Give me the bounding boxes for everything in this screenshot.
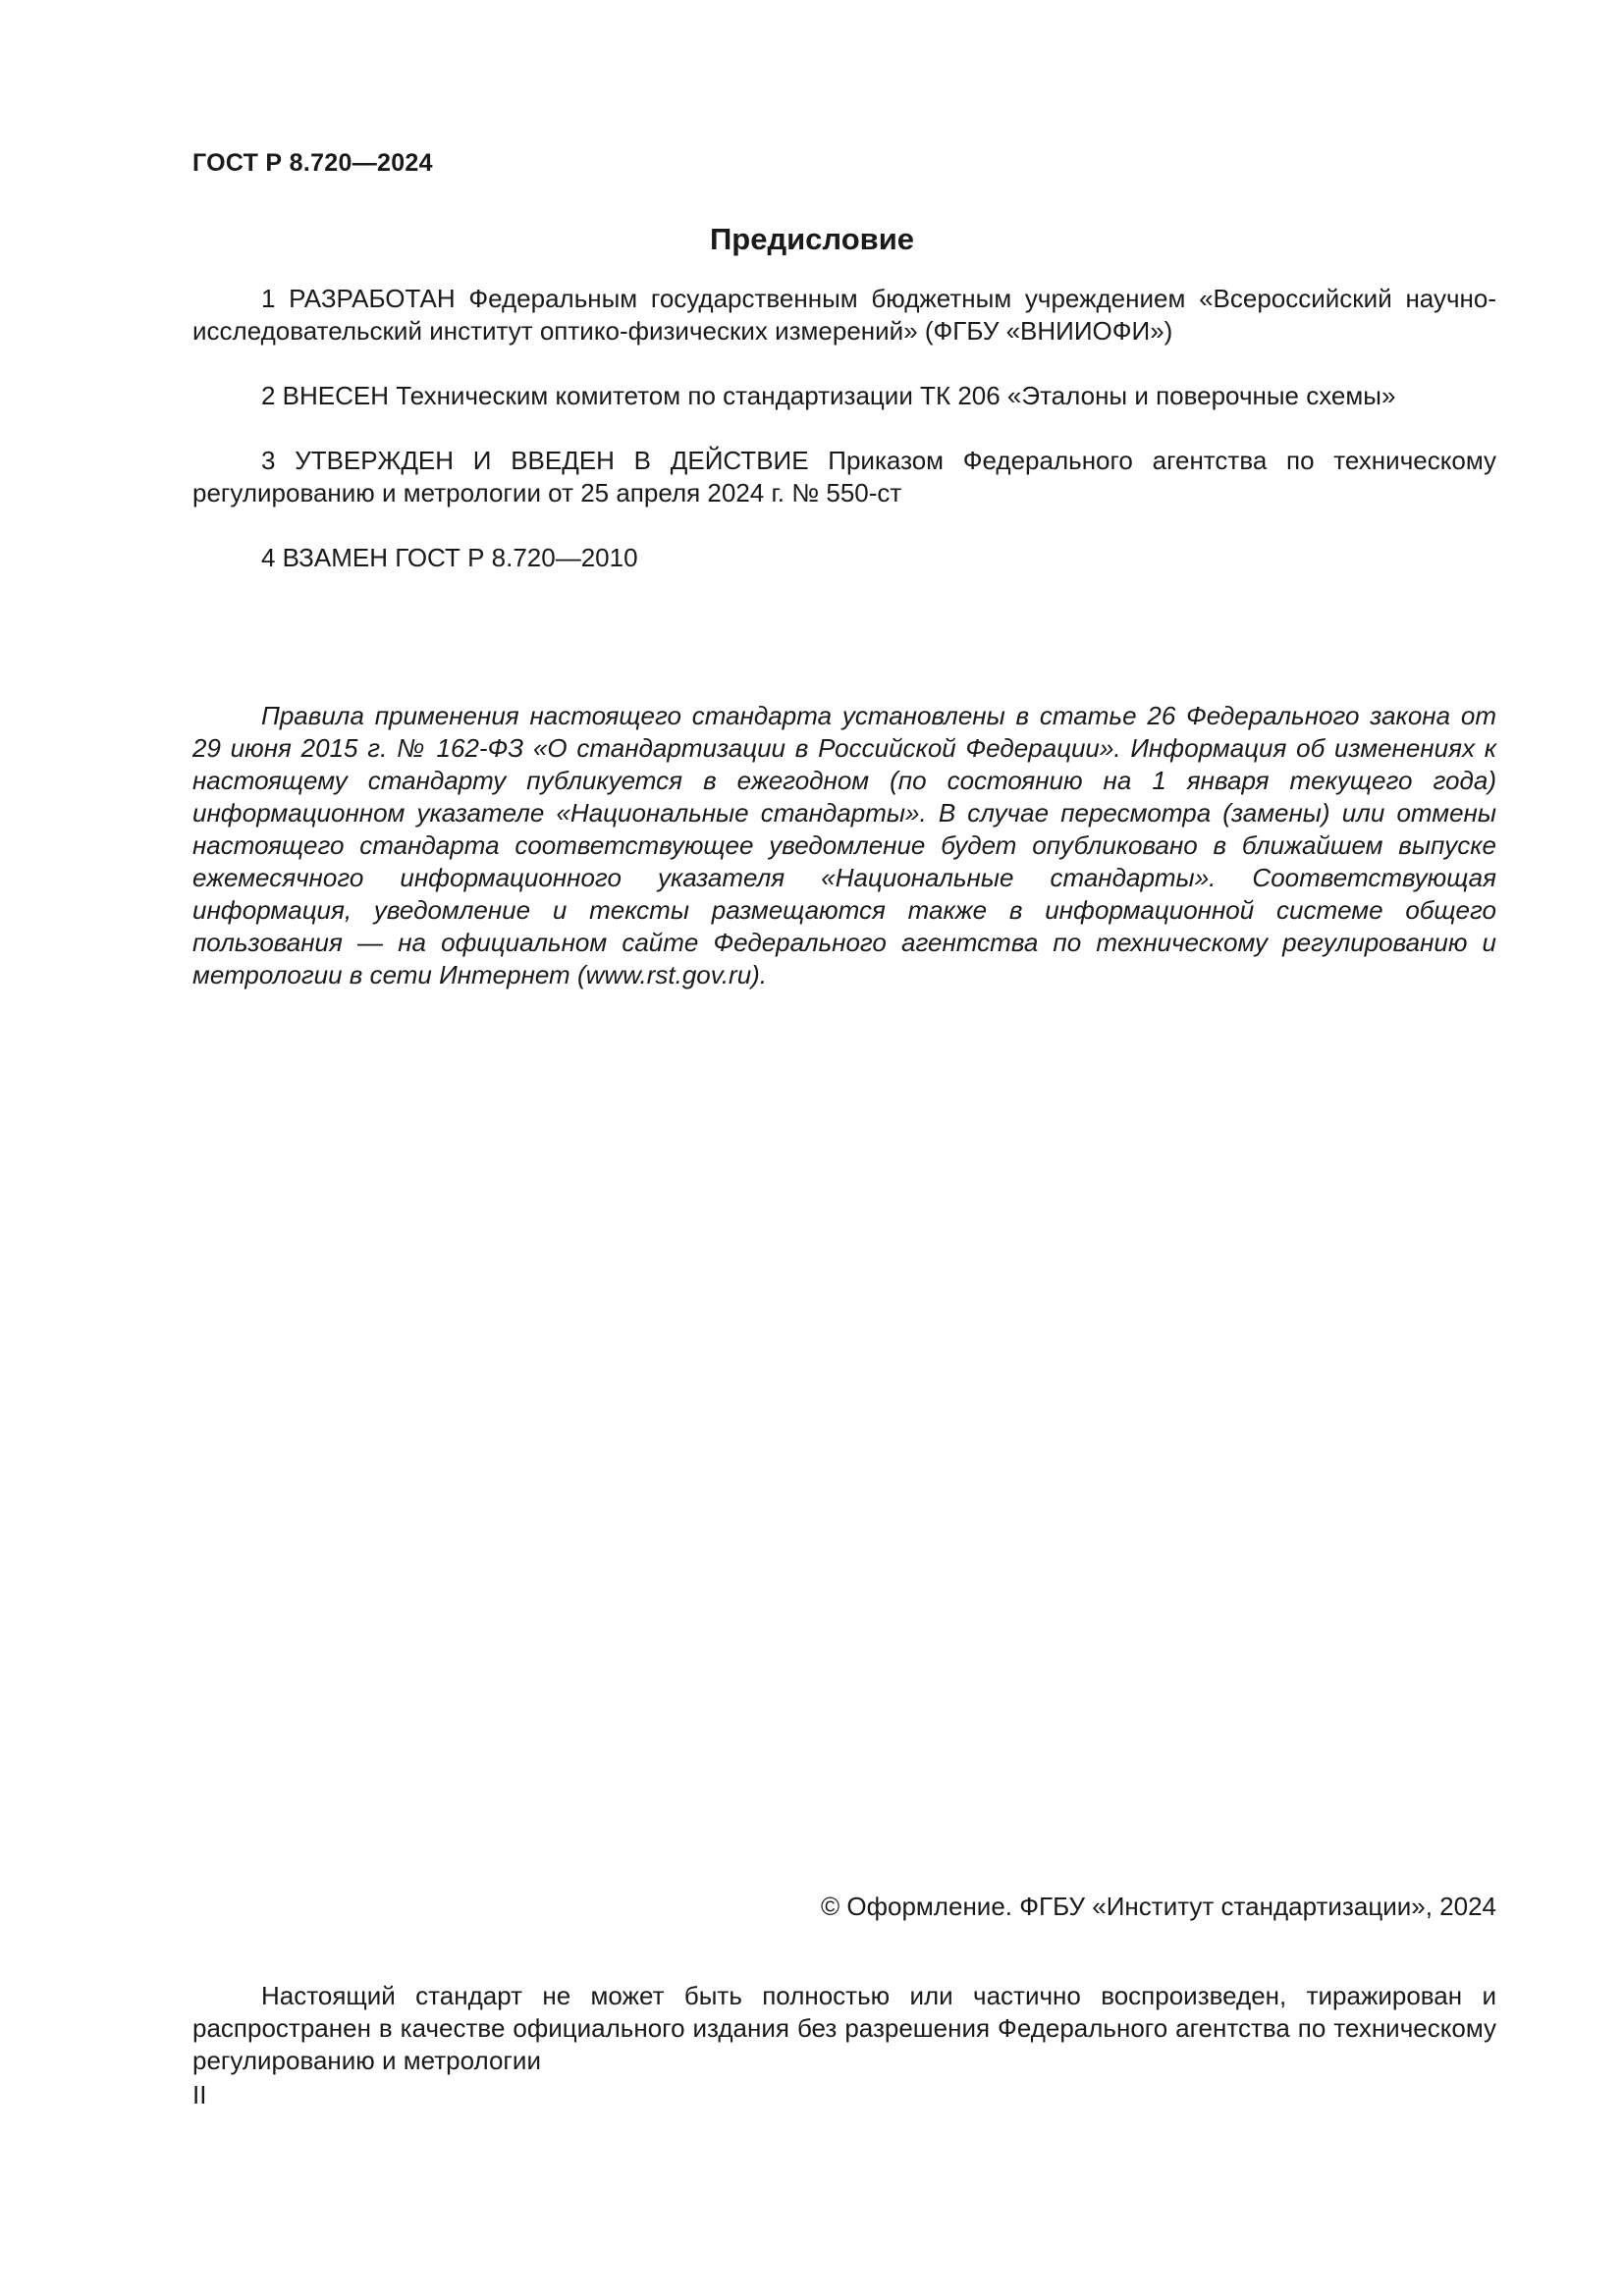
copyright-line: © Оформление. ФГБУ «Институт стандартизации», 2024: [821, 1892, 1496, 1921]
foreword-item-approved: 3 УТВЕРЖДЕН И ВВЕДЕН В ДЕЙСТВИЕ Приказом Федерального агентства по техническому регулированию и метрологии от 25 апреля 2024 г. № 550-ст: [192, 446, 1496, 507]
reproduction-rights-notice: Настоящий стандарт не может быть полностью или частично воспроизведен, тиражирован и распространен в качестве официального издания без разрешения Федерального агентства по техническому регулированию и метрологии: [192, 1981, 1496, 2075]
document-code: ГОСТ Р 8.720—2024: [192, 149, 433, 177]
foreword-item-developed: 1 РАЗРАБОТАН Федеральным государственным бюджетным учреждением «Всероссийский научно-исследовательский институт оптико-физических измерений» (ФГБУ «ВНИИОФИ»): [192, 284, 1496, 346]
application-rules-notice: Правила применения настоящего стандарта установлены в статье 26 Федерального закона от 29 июня 2015 г. № 162-ФЗ «О стандартизации в Российской Федерации». Информация об изменениях к настоящему стандарту публикуется в ежегодном (по состоянию на 1 января текущего года) информационном указателе «Национальные стандарты». В случае пересмотра (замены) или отмены настоящего стандарта соответствующее уведомление будет опубликовано в ближайшем выпуске ежемесячного информационного указателя «Национальные стандарты». Соответствующая информация, уведомление и тексты размещаются также в информационной системе общего пользования — на официальном сайте Федерального агентства по техническому регулированию и метрологии в сети Интернет (www.rst.gov.ru).: [192, 701, 1496, 989]
foreword-items: [192, 283, 1496, 607]
foreword-item-replaces: 4 ВЗАМЕН ГОСТ Р 8.720—2010: [261, 543, 638, 572]
page-number: II: [192, 2080, 207, 2109]
foreword-item-introduced: 2 ВНЕСЕН Техническим комитетом по стандартизации ТК 206 «Эталоны и поверочные схемы»: [261, 381, 1396, 410]
page-title: Предисловие: [709, 222, 914, 256]
